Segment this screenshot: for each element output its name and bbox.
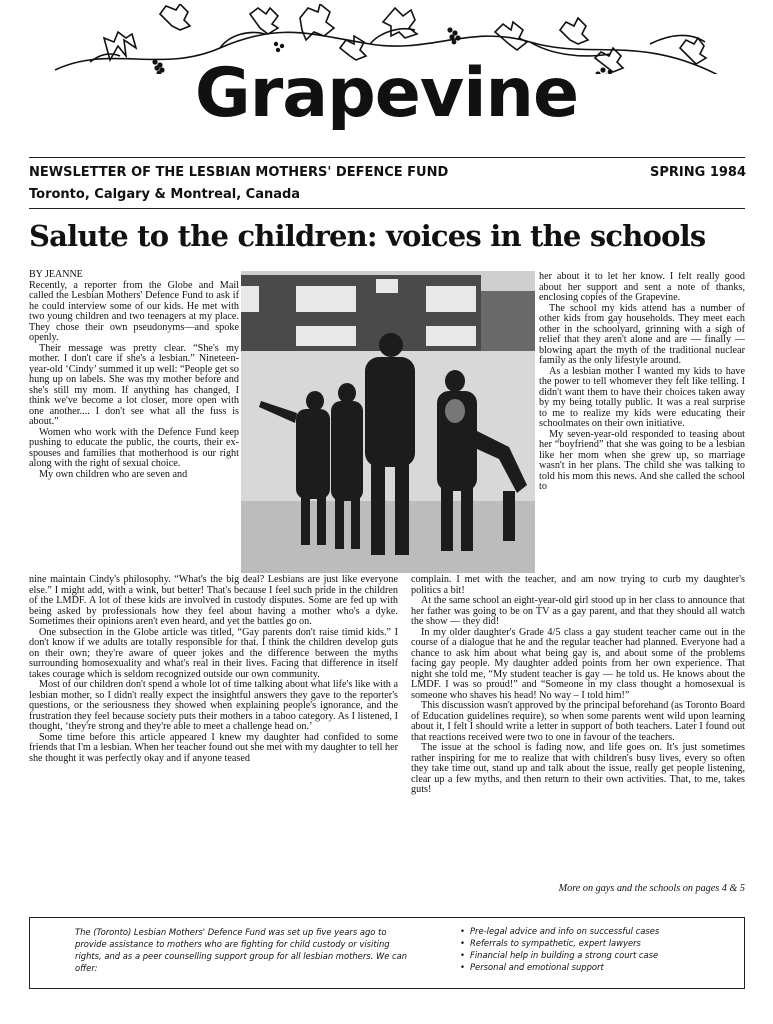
article-paragraph: This discussion wasn't approved by the principal beforehand (as Toronto Board of Education guidelines require), so when some parents went wild upon learning about it, I felt I should write a letter in support of both teachers. Later I found out that reactions received were two to one in favour of the teachers. bbox=[411, 700, 745, 743]
article-headline: Salute to the children: voices in the schools bbox=[29, 219, 706, 253]
article-paragraph: Their message was pretty clear. “She's my mother. I don't care if she's a lesbian.” Nineteen-year-old ‘Cindy’ summed it up well: “People get so hung up on labels. She was my mother before and she's still my mom. If anything has changed, I think we've become a lot closer, more open with one another.... I don't see what all the fuss is about.” bbox=[29, 342, 239, 427]
article-byline: BY JEANNE bbox=[29, 270, 83, 280]
article-paragraph: My seven-year-old responded to teasing about her “boyfriend” that she was going to be a lesbian like her mom when she grew up, so marriage wasn't in her plans. The child she was talking to told his mom this news. And she called the school to bbox=[539, 428, 745, 492]
list-item: • Pre-legal advice and info on successful cases bbox=[460, 925, 740, 937]
issue-season: SPRING 1984 bbox=[650, 165, 746, 180]
children-photo bbox=[241, 271, 535, 573]
newsletter-location: Toronto, Calgary & Montreal, Canada bbox=[29, 187, 301, 202]
article-paragraph: complain. I met with the teacher, and am now trying to curb my daughter's politics a bit! bbox=[411, 575, 745, 596]
article-column-left bbox=[29, 270, 239, 570]
masthead-top-rule bbox=[29, 157, 745, 158]
article-paragraph: Women who work with the Defence Fund keep pushing to educate the public, the courts, their ex-spouses and families that motherhood is our right along with the right of sexual choice. bbox=[29, 426, 239, 469]
article-paragraph: In my older daughter's Grade 4/5 class a gay student teacher came out in the course of a dialogue that he and the regular teacher had planned. Everyone had a chance to ask him about what being gay is, and about some of the problems facing gay people. My daughter added points from her own experience. That night she told me, “My student teacher is gay — he told us. He knows about the LMDF. I was so proud!” and “Someone in my class thought a homosexual is someone who shaves his head! No way – I told him!” bbox=[411, 626, 745, 701]
newsletter-logo: Grapevine bbox=[194, 54, 579, 133]
article-paragraph: Most of our children don't spend a whole lot of time talking about what life's like with a lesbian mother, so I didn't really expect the insightful answers they gave to the reporter's questions, or the seriousness they showed when explaining people's ignorance, and the frustration they feel because society puts their mothers in a taboo category. As I listened, I thought, ‘they're strong and they're able to meet a challenge head on.’ bbox=[29, 679, 398, 732]
article-paragraph: The school my kids attend has a number of other kids from gay households. They meet each other in the schoolyard, grinning with a sigh of relief that they aren't alone and are — finally — blowing apart the myth of the traditional nuclear family as the only lifestyle around. bbox=[539, 302, 745, 366]
list-item: • Personal and emotional support bbox=[460, 961, 740, 973]
article-paragraph: As a lesbian mother I wanted my kids to have the power to tell whomever they felt like telling. I didn't want them to have their choices taken away by my being totally public. It was a real surprise to me to realize my kids were educating their schoolmates on their own initiative. bbox=[539, 365, 745, 429]
article-paragraph: One subsection in the Globe article was titled, “Gay parents don't raise timid kids.” I don't know if we adults are totally responsible for that. I think the children develop guts on their own; they're aware of queer jokes and the difference between the myths surrounding homosexuality and what's real in their lives. Facing that difference in itself takes courage which is seldom recognized outside our own community. bbox=[29, 626, 398, 680]
masthead bbox=[0, 0, 773, 160]
article-paragraph: her about it to let her know. I felt really good about her support and sent a note of thanks, enclosing copies of the Grapevine. bbox=[539, 272, 745, 303]
article-paragraph: Recently, a reporter from the Globe and Mail called the Lesbian Mothers' Defence Fund to ask if he could interview some of our kids. He met with two young children and two teenagers at my place. They chose their own pseudonyms—and spoke openly. bbox=[29, 279, 239, 343]
fund-description: The (Toronto) Lesbian Mothers' Defence Fund was set up five years ago to provide assistance to mothers who are fighting for child custody or visiting rights, and as a peer counselling support group for all lesbian mothers. We can offer: bbox=[75, 927, 408, 973]
article-paragraph: At the same school an eight-year-old girl stood up in her class to announce that her father was going to be on TV as a gay parent, and that they should all watch the show — they did! bbox=[411, 595, 745, 627]
masthead-bottom-rule bbox=[29, 208, 745, 209]
article-column-bottom-left bbox=[29, 575, 398, 920]
article-column-bottom-right bbox=[411, 575, 745, 880]
article-paragraph: Some time before this article appeared I knew my daughter had confided to some friends that I'm a lesbian. When her teacher found out she met with my daughter to tell her she thought it was perfectly okay and if anyone teased bbox=[29, 731, 398, 764]
article-column-right bbox=[539, 272, 745, 574]
article-paragraph: nine maintain Cindy's philosophy. “What's the big deal? Lesbians are just like everyone else.” I might add, with a wink, but better! That's because I feel such pride in the children of the LMDF. A lot of these kids are involved in custody disputes. Some are fed up with being asked by professionals how they feel about having a mother who's a dyke. Sometimes their opinions aren't even heard, and yet the battles go on. bbox=[29, 575, 398, 627]
newsletter-title: NEWSLETTER OF THE LESBIAN MOTHERS' DEFENCE FUND bbox=[29, 165, 449, 180]
list-item: • Referrals to sympathetic, expert lawyers bbox=[460, 937, 740, 949]
fund-offers-list bbox=[460, 925, 740, 973]
list-item: • Financial help in building a strong court case bbox=[460, 949, 740, 961]
article-paragraph: The issue at the school is fading now, and life goes on. It's just sometimes rather inspiring for me to realize that with children's busy lives, every so often they take time out, stand up and talk about the issue, really get people listening, clear up a few myths, and then return to their own activities. That, to me, takes guts! bbox=[411, 742, 745, 795]
continued-note: More on gays and the schools on pages 4 & 5 bbox=[558, 883, 745, 894]
article-paragraph: My own children who are seven and bbox=[39, 468, 188, 480]
